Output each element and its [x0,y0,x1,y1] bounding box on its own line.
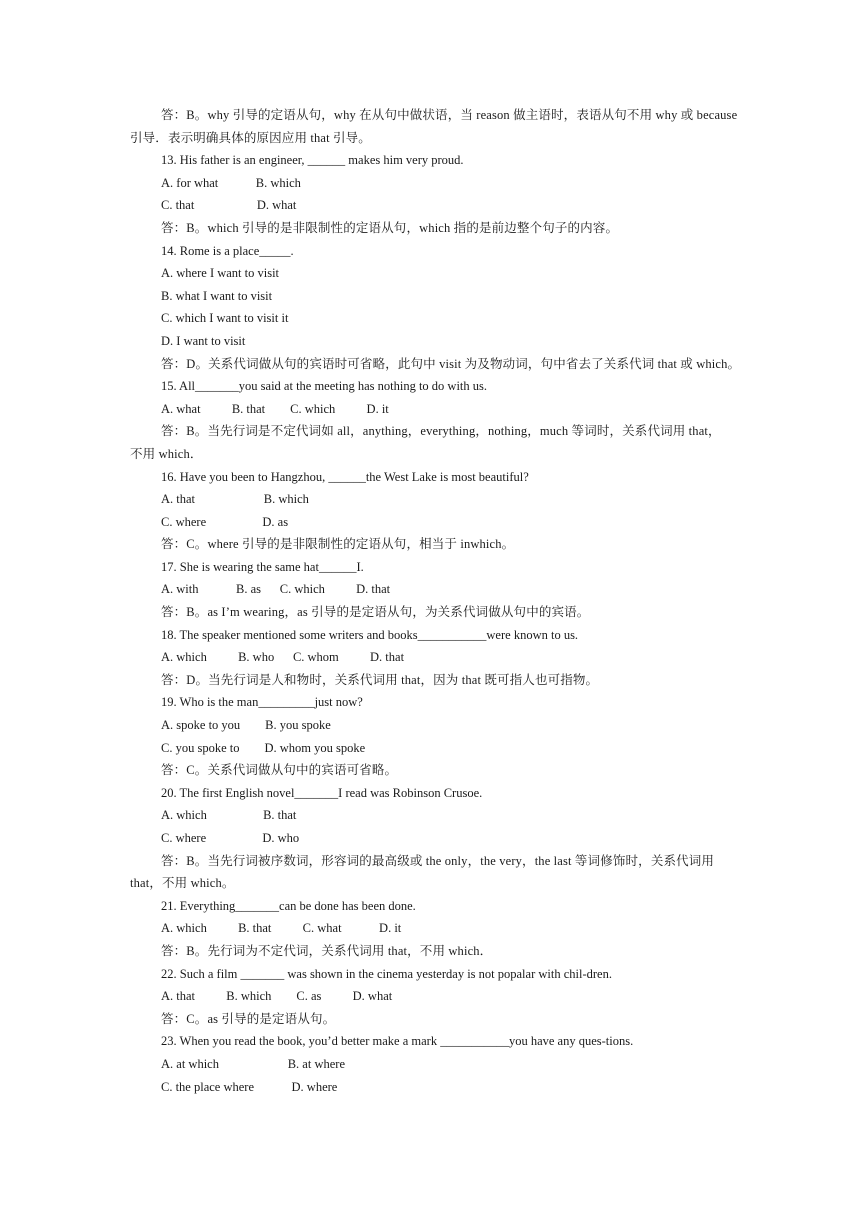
answer-line: 答：B。as I’m wearing，as 引导的是定语从句，为关系代词做从句中的宾语。 [161,605,590,620]
options-line: A. what B. that C. which D. it [161,401,389,416]
question-line: 18. The speaker mentioned some writers and books___________were known to us. [161,627,579,642]
options-line: D. I want to visit [161,333,246,348]
answer-line: 答：C。where 引导的是非限制性的定语从句，相当于 inwhich。 [161,537,515,552]
options-line: A. with B. as C. which D. that [161,582,391,597]
options-line: C. where D. as [161,514,289,529]
options-line: A. which B. that [161,808,297,823]
answer-line: 答：B。当先行词是不定代词如 all，anything，everything，nothing，much 等词时，关系代词用 that， [161,424,721,439]
options-line: C. the place where D. where [161,1079,338,1094]
question-line: 22. Such a film _______ was shown in the cinema yesterday is not popalar with chil-dren. [161,966,612,981]
options-line: A. at which B. at where [161,1056,345,1071]
exercise-text [130,104,741,1098]
question-line: 20. The first English novel_______I read was Robinson Crusoe. [161,785,483,800]
options-line: A. for what B. which [161,175,301,190]
question-line: 21. Everything_______can be done has been done. [161,898,416,913]
options-line: C. you spoke to D. whom you spoke [161,740,366,755]
question-line: 17. She is wearing the same hat______I. [161,559,364,574]
answer-line: 答：B。which 引导的是非限制性的定语从句，which 指的是前边整个句子的内容。 [161,220,619,235]
answer-continuation-line: that，不用 which。 [130,876,235,891]
options-line: B. what I want to visit [161,288,273,303]
answer-line: 答：D。关系代词做从句的宾语时可省略，此句中 visit 为及物动词，句中省去了关系代词 that 或 which。 [161,356,741,371]
answer-line: 答：B。why 引导的定语从句，why 在从句中做状语，当 reason 做主语时，表语从句不用 why 或 because [161,108,738,122]
question-line: 16. Have you been to Hangzhou, ______the West Lake is most beautiful? [161,469,529,484]
answer-continuation-line: 不用 which． [130,446,203,461]
options-line: A. where I want to visit [161,266,280,281]
options-line: A. that B. which [161,492,309,507]
options-line: C. where D. who [161,831,300,845]
question-line: 13. His father is an engineer, ______ makes him very proud. [161,153,464,168]
options-line: A. that B. which C. as D. what [161,989,393,1004]
options-line: C. that D. what [161,198,297,213]
answer-line: 答：C。as 引导的是定语从句。 [161,1011,336,1026]
question-line: 15. All_______you said at the meeting has nothing to do with us. [161,379,488,394]
question-line: 19. Who is the man_________just now? [161,695,363,710]
answer-line: 答：B。当先行词被序数词，形容词的最高级或 the only，the very，the last 等词修饰时，关系代词用 [161,853,715,868]
options-line: A. spoke to you B. you spoke [161,718,331,733]
question-line: 14. Rome is a place_____. [161,243,294,258]
options-line: C. which I want to visit it [161,311,289,326]
options-line: A. which B. who C. whom D. that [161,650,405,665]
answer-continuation-line: 引导．表示明确具体的原因应用 that 引导。 [130,130,371,145]
answer-line: 答：C。关系代词做从句中的宾语可省略。 [161,763,398,778]
question-line: 23. When you read the book, you’d better make a mark ___________you have any ques-tions. [161,1034,634,1049]
options-line: A. which B. that C. what D. it [161,921,402,936]
answer-line: 答：D。当先行词是人和物时，关系代词用 that，因为 that 既可指人也可指物。 [161,672,599,687]
answer-line: 答：B。先行词为不定代词，关系代词用 that，不用 which． [161,943,493,958]
